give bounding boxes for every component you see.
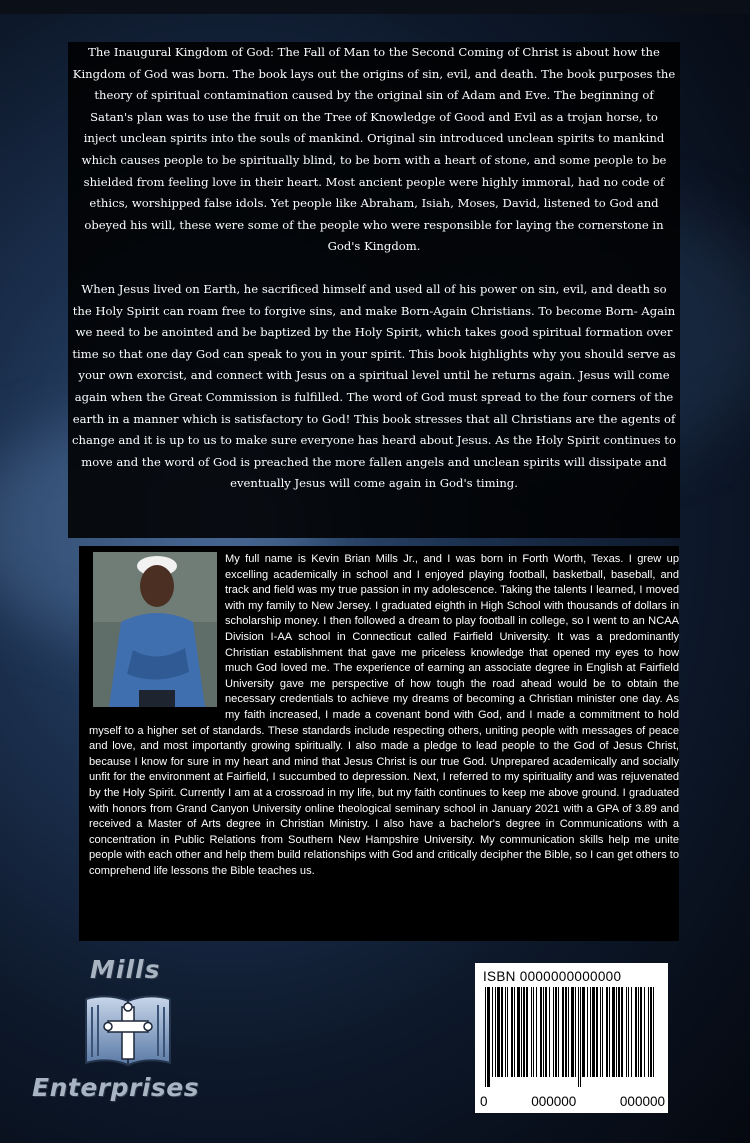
barcode-bar [526, 987, 528, 1077]
barcode-bar [495, 987, 496, 1077]
barcode-bar [582, 987, 585, 1077]
barcode-bar [514, 987, 515, 1077]
author-silhouette-icon [93, 552, 217, 707]
book-synopsis [68, 42, 680, 538]
barcode-bar [555, 987, 557, 1077]
barcode-bar [521, 987, 522, 1077]
isbn-label: ISBN 0000000000000 [483, 969, 622, 984]
barcode-bar [616, 987, 617, 1077]
barcode-bar [650, 987, 652, 1077]
top-edge [0, 0, 750, 14]
barcode-bar [571, 987, 574, 1077]
barcode-bar [609, 987, 610, 1077]
barcode-bar [485, 987, 486, 1087]
barcode-bar [497, 987, 500, 1077]
barcode-bar [558, 987, 559, 1077]
barcode-bar [612, 987, 615, 1077]
barcode-bar [590, 987, 591, 1077]
bio-text: My full name is Kevin Brian Mills Jr., and I was born in Forth Worth, Texas. I grew up excelling academically in school and I enjoyed playing football, basketball, baseball, and track and field was my true passion in my adolescence. Taking the talents I learned, I moved with my family to New Jersey. I graduated eighth in High School with thousands of dollars in scholarship money. I then followed a dream to play football in college, so I went to an NCAA Division I-AA school in Connecticut called Fairfield University. It was a predominantly Christian establishment that gave me priceless knowledge that opened my eyes to how much God loved me. The experience of earning an associate degree in English at Fairfield University gave me perspective of how tough the road ahead would be to obtain the necessary credentials to achieve my dreams of becoming a Christian minister one day. As my faith increased, I made a covenant bond with God, and I made a commitment to hold myself to a higher set of standards. These standards include respecting others, uniting people with messages of peace and love, and most importantly growing spiritually. I also made a pledge to lead people to the God of Jesus Christ, because I know for sure in my heart and mind that Jesus Christ is our true God. Unprepared academically and socially unfit for the environment at Fairfield, I succumbed to depression. Next, I referred to my spirituality and was rejuvenated by the Holy Spirit. Currently I am at a crossroad in my life, but my faith continues to keep me above ground. I graduated with honors from Grand Canyon University online theological seminary school in January 2021 with a GPA of 3.89 and received a Master of Arts degree in Christian Ministry. I also have a bachelor's degree in Communications with a concentration in Public Relations from Southern New Hampshire University. My communication skills help me unite people with each other and help them build relationships with God and critically decipher the Bible, so I can get others to comprehend life lessons the Bible teaches us. [89, 553, 679, 877]
barcode-bar [505, 987, 506, 1077]
barcode-bar [549, 987, 550, 1077]
barcode-digit-lead: 0 [480, 1094, 488, 1109]
barcode-bar [492, 987, 493, 1077]
barcode-bar [568, 987, 569, 1077]
barcode-bar [635, 987, 637, 1077]
barcode-bar [638, 987, 639, 1077]
synopsis-paragraph-2: When Jesus lived on Earth, he sacrificed himself and used all of his power on sin, evil, and death so the Holy Spirit can roam free to forgive sins, and make Born-Again Christians. To become Born- Again we need to be anointed and be baptized by the Holy Spirit, which takes good spiritual formation over time so that one day God can speak to you in your spirit. This book highlights why you should serve as your own exorcist, and connect with Jesus on a spiritual level until he returns again. Jesus will come again when the Great Commission is fulfilled. The word of God must spread to the four corners of the earth in a manner which is satisfactory to God! This book stresses that all Christians are the agents of change and it is up to us to make sure everyone has heard about Jesus. As the Holy Spirit continues to move and the word of God is preached the more fallen angels and unclean spirits will dissipate and eventually Jesus will come again in God's timing. [72, 281, 676, 491]
barcode-bar [631, 987, 632, 1077]
barcode-bar [626, 987, 627, 1077]
author-photo [93, 552, 217, 707]
barcode-bar [543, 987, 544, 1077]
barcode-bar [553, 987, 554, 1077]
barcode-bar [653, 987, 654, 1077]
barcode-bar [517, 987, 520, 1077]
barcode-bar [501, 987, 503, 1077]
barcode-bar [536, 987, 537, 1077]
barcode-bar [533, 987, 534, 1077]
barcode-bar [511, 987, 513, 1077]
barcode-digit-group-left: 000000 [531, 1094, 577, 1109]
barcode-digit-group-right: 000000 [619, 1094, 665, 1109]
synopsis-paragraph-1: The Inaugural Kingdom of God: The Fall of Man to the Second Coming of Christ is about how the Kingdom of God was born. The book lays out the origins of sin, evil, and death. The book purposes the theory of spiritual contamination caused by the original sin of Adam and Eve. The beginning of Satan's plan was to use the fruit on the Tree of Knowledge of Good and Evil as a trojan horse, to inject unclean spirits into the souls of mankind. Original sin introduced unclean spirits to mankind which causes people to be spiritually blind, to be born with a heart of stone, and some people to be shielded from feeling love in their heart. Most ancient people were highly immoral, had no code of ethics, worshipped false idols. Yet people like Abraham, Isiah, Moses, David, listened to God and obeyed his will, these were some of the people who were responsible for laying the cornerstone in God's Kingdom. [72, 45, 676, 254]
barcode-bar [592, 987, 595, 1077]
barcode-bar [531, 987, 532, 1077]
barcode-bar [587, 987, 588, 1077]
logo-word-top: Mills [90, 955, 161, 984]
barcode-bar [606, 987, 608, 1077]
barcode-bars [483, 987, 660, 1087]
barcode-bar [618, 987, 620, 1077]
barcode-bar [640, 987, 642, 1077]
barcode-bar [575, 987, 576, 1077]
isbn-barcode [475, 963, 668, 1113]
barcode-bar [507, 987, 508, 1077]
publisher-logo [30, 955, 230, 1115]
barcode-bar [540, 987, 542, 1077]
barcode-digits [480, 1094, 665, 1109]
barcode-bar [600, 987, 601, 1077]
barcode-bar [628, 987, 629, 1077]
barcode-bar [487, 987, 490, 1087]
barcode-bar [602, 987, 603, 1077]
author-bio [79, 546, 679, 941]
barcode-bar [621, 987, 623, 1077]
barcode-bar [562, 987, 564, 1077]
barcode-bar [523, 987, 525, 1077]
bible-cross-icon [78, 993, 178, 1073]
barcode-bar [580, 987, 581, 1087]
barcode-bar [565, 987, 567, 1077]
barcode-bar [545, 987, 547, 1077]
barcode-bar [578, 987, 579, 1087]
barcode-bar [596, 987, 598, 1077]
barcode-bar [644, 987, 645, 1077]
logo-word-bottom: Enterprises [32, 1073, 200, 1102]
barcode-bar [648, 987, 649, 1077]
